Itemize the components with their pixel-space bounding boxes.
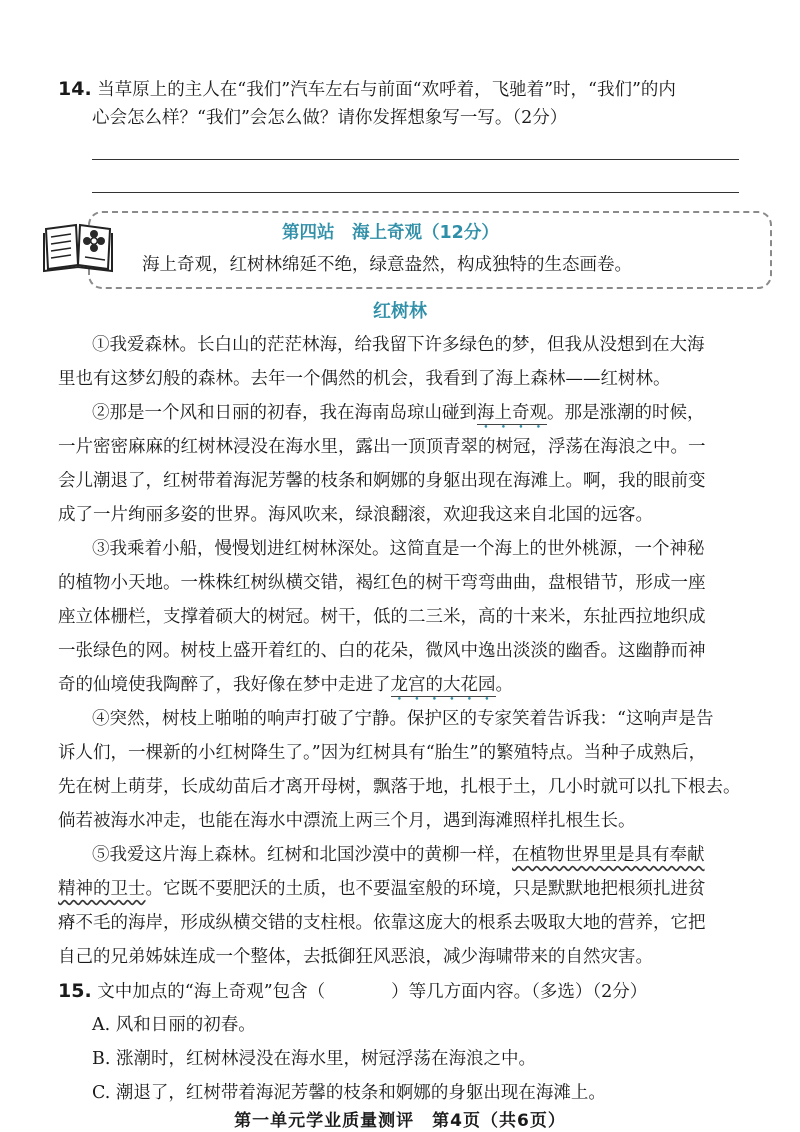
text-segment: 。 xyxy=(495,675,513,695)
text-segment: 奇的仙境使我陶醉了，我好像在梦中走进了 xyxy=(58,675,391,695)
paragraph-3-line-1: ③我乘着小船，慢慢划进红树林深处。这简直是一个海上的世外桃源，一个神秘 xyxy=(92,539,705,559)
paragraph-4-line-4: 倘若被海水冲走，也能在海水中漂流上两三个月，遇到海滩照样扎根生长。 xyxy=(58,811,636,831)
paragraph-4-line-2: 诉人们，一棵新的小红树降生了。”因为红树具有“胎生”的繁殖特点。当种子成熟后， xyxy=(58,743,707,763)
paragraph-5-line-2 xyxy=(58,876,706,902)
question-number: 14. xyxy=(58,78,92,100)
text-segment: ⑤我爱这片海上森林。红树和北国沙漠中的黄柳一样， xyxy=(92,845,512,865)
station-title: 第四站 海上奇观（12分） xyxy=(282,223,499,243)
paragraph-2-line-3: 会儿潮退了，红树带着海泥芳馨的枝条和婀娜的身躯出现在海滩上。啊，我的眼前变 xyxy=(58,471,706,491)
paragraph-5-line-1 xyxy=(92,842,705,868)
paragraph-1-line-2: 里也有这梦幻般的森林。去年一个偶然的机会，我看到了海上森林——红树林。 xyxy=(58,369,671,389)
question-14-line-2: 心会怎么样？“我们”会怎么做？请你发挥想象写一写。（2分） xyxy=(92,108,568,128)
paragraph-3-line-3: 座立体栅栏，支撑着硕大的树冠。树干，低的二三米，高的十来米，东扯西拉地织成 xyxy=(58,607,706,627)
article-title: 红树林 xyxy=(373,301,427,322)
paragraph-4-line-1: ④突然，树枝上啪啪的响声打破了宁静。保护区的专家笑着告诉我：“这响声是告 xyxy=(92,709,714,729)
paragraph-3-line-2: 的植物小天地。一株株红树纵横交错，褐红色的树干弯弯曲曲，盘根错节，形成一座 xyxy=(58,573,706,593)
question-text: ）等几方面内容。（多选）（2分） xyxy=(391,982,648,1002)
text-segment: ②那是一个风和日丽的初春，我在海南岛琼山碰到 xyxy=(92,403,477,423)
paragraph-2-line-4: 成了一片绚丽多姿的世界。海风吹来，绿浪翻滚，欢迎我这来自北国的远客。 xyxy=(58,505,653,525)
question-number: 15. xyxy=(58,980,92,1002)
dotted-phrase-longgong: 龙宫的大花园 xyxy=(390,675,496,695)
text-segment: 。那是涨潮的时候， xyxy=(547,403,705,423)
wavy-underlined-phrase: 精神的卫士 xyxy=(58,879,146,899)
paragraph-2-line-2: 一片密密麻麻的红树林浸没在海水里，露出一顶顶青翠的树冠，浮荡在海浪之中。一 xyxy=(58,437,706,457)
page-footer: 第一单元学业质量测评 第4页（共6页） xyxy=(234,1111,566,1131)
paragraph-4-line-3: 先在树上萌芽，长成幼苗后才离开母树，飘落于地，扎根于土，几小时就可以扎下根去。 xyxy=(58,777,741,797)
question-text: 当草原上的主人在“我们”汽车左右与前面“欢呼着，飞驰着”时，“我们”的内 xyxy=(97,80,676,100)
question-15-stem xyxy=(58,978,647,1005)
paragraph-1-line-1: ①我爱森林。长白山的茫茫林海，给我留下许多绿色的梦，但我从没想到在大海 xyxy=(92,335,705,355)
dotted-phrase-haishangqiguan: 海上奇观 xyxy=(477,403,547,423)
question-text: 文中加点的“海上奇观”包含（ xyxy=(97,982,326,1002)
paragraph-3-line-4: 一张绿色的网。树枝上盛开着红的、白的花朵，微风中逸出淡淡的幽香。这幽静而神 xyxy=(58,641,706,661)
paragraph-5-line-3: 瘠不毛的海岸，形成纵横交错的支柱根。依靠这庞大的根系去吸取大地的营养，它把 xyxy=(58,913,706,933)
option-a[interactable]: A. 风和日丽的初春。 xyxy=(92,1015,256,1035)
option-b[interactable]: B. 涨潮时，红树林浸没在海水里，树冠浮荡在海浪之中。 xyxy=(92,1049,536,1069)
wavy-underlined-phrase: 在植物世界里是具有奉献 xyxy=(512,845,705,865)
answer-line-1[interactable] xyxy=(92,159,739,160)
question-14-line-1 xyxy=(58,76,676,103)
text-segment: 。它既不要肥沃的土质，也不要温室般的环境，只是默默地把根须扎进贫 xyxy=(145,879,706,899)
paragraph-3-line-5 xyxy=(58,672,513,705)
open-book-flower-icon xyxy=(42,221,114,273)
station-intro: 海上奇观，红树林绵延不绝，绿意盎然，构成独特的生态画卷。 xyxy=(142,255,632,275)
paragraph-5-line-4: 自己的兄弟姊妹连成一个整体，去抵御狂风恶浪，减少海啸带来的自然灾害。 xyxy=(58,947,653,967)
paragraph-2-line-1 xyxy=(92,400,705,433)
option-c[interactable]: C. 潮退了，红树带着海泥芳馨的枝条和婀娜的身躯出现在海滩上。 xyxy=(92,1083,606,1103)
answer-line-2[interactable] xyxy=(92,192,739,193)
